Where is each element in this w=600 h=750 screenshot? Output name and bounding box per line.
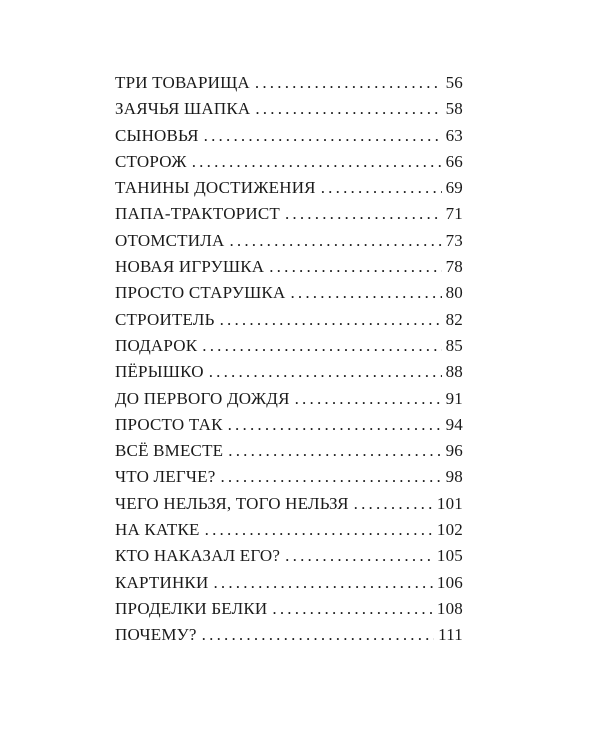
toc-entry[interactable] — [115, 283, 463, 309]
toc-leader-dots — [354, 494, 433, 514]
toc-leader-dots — [220, 467, 441, 487]
toc-entry[interactable] — [115, 494, 463, 520]
toc-leader-dots — [228, 441, 441, 461]
toc-entry-title: ЧЕГО НЕЛЬЗЯ, ТОГО НЕЛЬЗЯ — [115, 493, 349, 513]
toc-leader-dots — [202, 625, 434, 645]
toc-entry-page: 102 — [436, 520, 463, 540]
toc-entry[interactable] — [115, 389, 463, 415]
toc-entry-page: 85 — [445, 335, 463, 355]
toc-entry[interactable] — [115, 336, 463, 362]
table-of-contents — [115, 73, 463, 652]
toc-entry-title: ТАНИНЫ ДОСТИЖЕНИЯ — [115, 178, 316, 198]
toc-leader-dots — [269, 257, 441, 277]
toc-entry-page: 58 — [445, 99, 463, 119]
toc-entry-page: 111 — [438, 625, 463, 645]
toc-entry-title: ЧТО ЛЕГЧЕ? — [115, 467, 216, 487]
toc-leader-dots — [295, 389, 442, 409]
toc-entry[interactable] — [115, 467, 463, 493]
toc-entry[interactable] — [115, 73, 463, 99]
toc-entry-title: ПРОСТО ТАК — [115, 414, 223, 434]
toc-leader-dots — [204, 126, 442, 146]
toc-entry[interactable] — [115, 204, 463, 230]
toc-leader-dots — [272, 599, 433, 619]
toc-leader-dots — [220, 310, 442, 330]
toc-entry-title: СЫНОВЬЯ — [115, 125, 199, 145]
toc-entry-page: 106 — [436, 572, 463, 592]
toc-entry-title: КАРТИНКИ — [115, 572, 209, 592]
toc-entry[interactable] — [115, 178, 463, 204]
toc-leader-dots — [321, 178, 442, 198]
toc-entry[interactable] — [115, 573, 463, 599]
toc-entry-page: 80 — [445, 283, 463, 303]
toc-leader-dots — [255, 99, 441, 119]
toc-entry-title: ПАПА-ТРАКТОРИСТ — [115, 204, 280, 224]
toc-entry-title: ПРОСТО СТАРУШКА — [115, 283, 286, 303]
toc-entry[interactable] — [115, 152, 463, 178]
toc-entry-page: 71 — [445, 204, 463, 224]
toc-entry-page: 105 — [436, 546, 463, 566]
toc-leader-dots — [213, 573, 432, 593]
toc-leader-dots — [202, 336, 441, 356]
toc-entry-page: 78 — [445, 257, 463, 277]
toc-entry[interactable] — [115, 415, 463, 441]
toc-entry[interactable] — [115, 441, 463, 467]
toc-entry-page: 66 — [445, 151, 463, 171]
toc-entry[interactable] — [115, 257, 463, 283]
toc-entry-title: НОВАЯ ИГРУШКА — [115, 257, 265, 277]
toc-entry-page: 82 — [445, 309, 463, 329]
toc-leader-dots — [229, 231, 441, 251]
toc-leader-dots — [228, 415, 442, 435]
toc-entry-title: ПОДАРОК — [115, 335, 198, 355]
toc-entry[interactable] — [115, 546, 463, 572]
toc-entry-page: 73 — [445, 230, 463, 250]
toc-entry[interactable] — [115, 126, 463, 152]
toc-entry-title: ЗАЯЧЬЯ ШАПКА — [115, 99, 251, 119]
toc-entry-page: 69 — [445, 178, 463, 198]
toc-leader-dots — [285, 204, 442, 224]
toc-entry-title: ТРИ ТОВАРИЩА — [115, 73, 250, 92]
toc-entry-title: ДО ПЕРВОГО ДОЖДЯ — [115, 388, 290, 408]
toc-entry-page: 63 — [445, 125, 463, 145]
toc-entry-title: ПРОДЕЛКИ БЕЛКИ — [115, 598, 268, 618]
toc-leader-dots — [192, 152, 442, 172]
toc-entry[interactable] — [115, 599, 463, 625]
toc-entry-title: ОТОМСТИЛА — [115, 230, 225, 250]
toc-leader-dots — [285, 546, 433, 566]
toc-entry-page: 91 — [445, 388, 463, 408]
toc-entry[interactable] — [115, 231, 463, 257]
toc-entry[interactable] — [115, 99, 463, 125]
toc-entry-page: 98 — [445, 467, 463, 487]
toc-entry[interactable] — [115, 310, 463, 336]
toc-entry-page: 108 — [436, 598, 463, 618]
toc-entry-page: 88 — [445, 362, 463, 382]
toc-entry-title: ВСЁ ВМЕСТЕ — [115, 441, 224, 461]
toc-entry[interactable] — [115, 520, 463, 546]
toc-entry-title: СТРОИТЕЛЬ — [115, 309, 215, 329]
toc-entry[interactable] — [115, 362, 463, 388]
toc-entry-title: КТО НАКАЗАЛ ЕГО? — [115, 546, 281, 566]
toc-leader-dots — [255, 73, 442, 93]
toc-entry-page: 56 — [445, 73, 463, 92]
toc-entry-title: ПЁРЫШКО — [115, 362, 204, 382]
toc-entry-page: 101 — [436, 493, 463, 513]
toc-entry[interactable] — [115, 625, 463, 651]
toc-entry-title: НА КАТКЕ — [115, 520, 200, 540]
toc-leader-dots — [205, 520, 433, 540]
toc-leader-dots — [290, 283, 441, 303]
toc-entry-title: СТОРОЖ — [115, 151, 187, 171]
toc-entry-page: 94 — [445, 414, 463, 434]
toc-leader-dots — [209, 362, 442, 382]
toc-entry-page: 96 — [445, 441, 463, 461]
toc-entry-title: ПОЧЕМУ? — [115, 625, 197, 645]
